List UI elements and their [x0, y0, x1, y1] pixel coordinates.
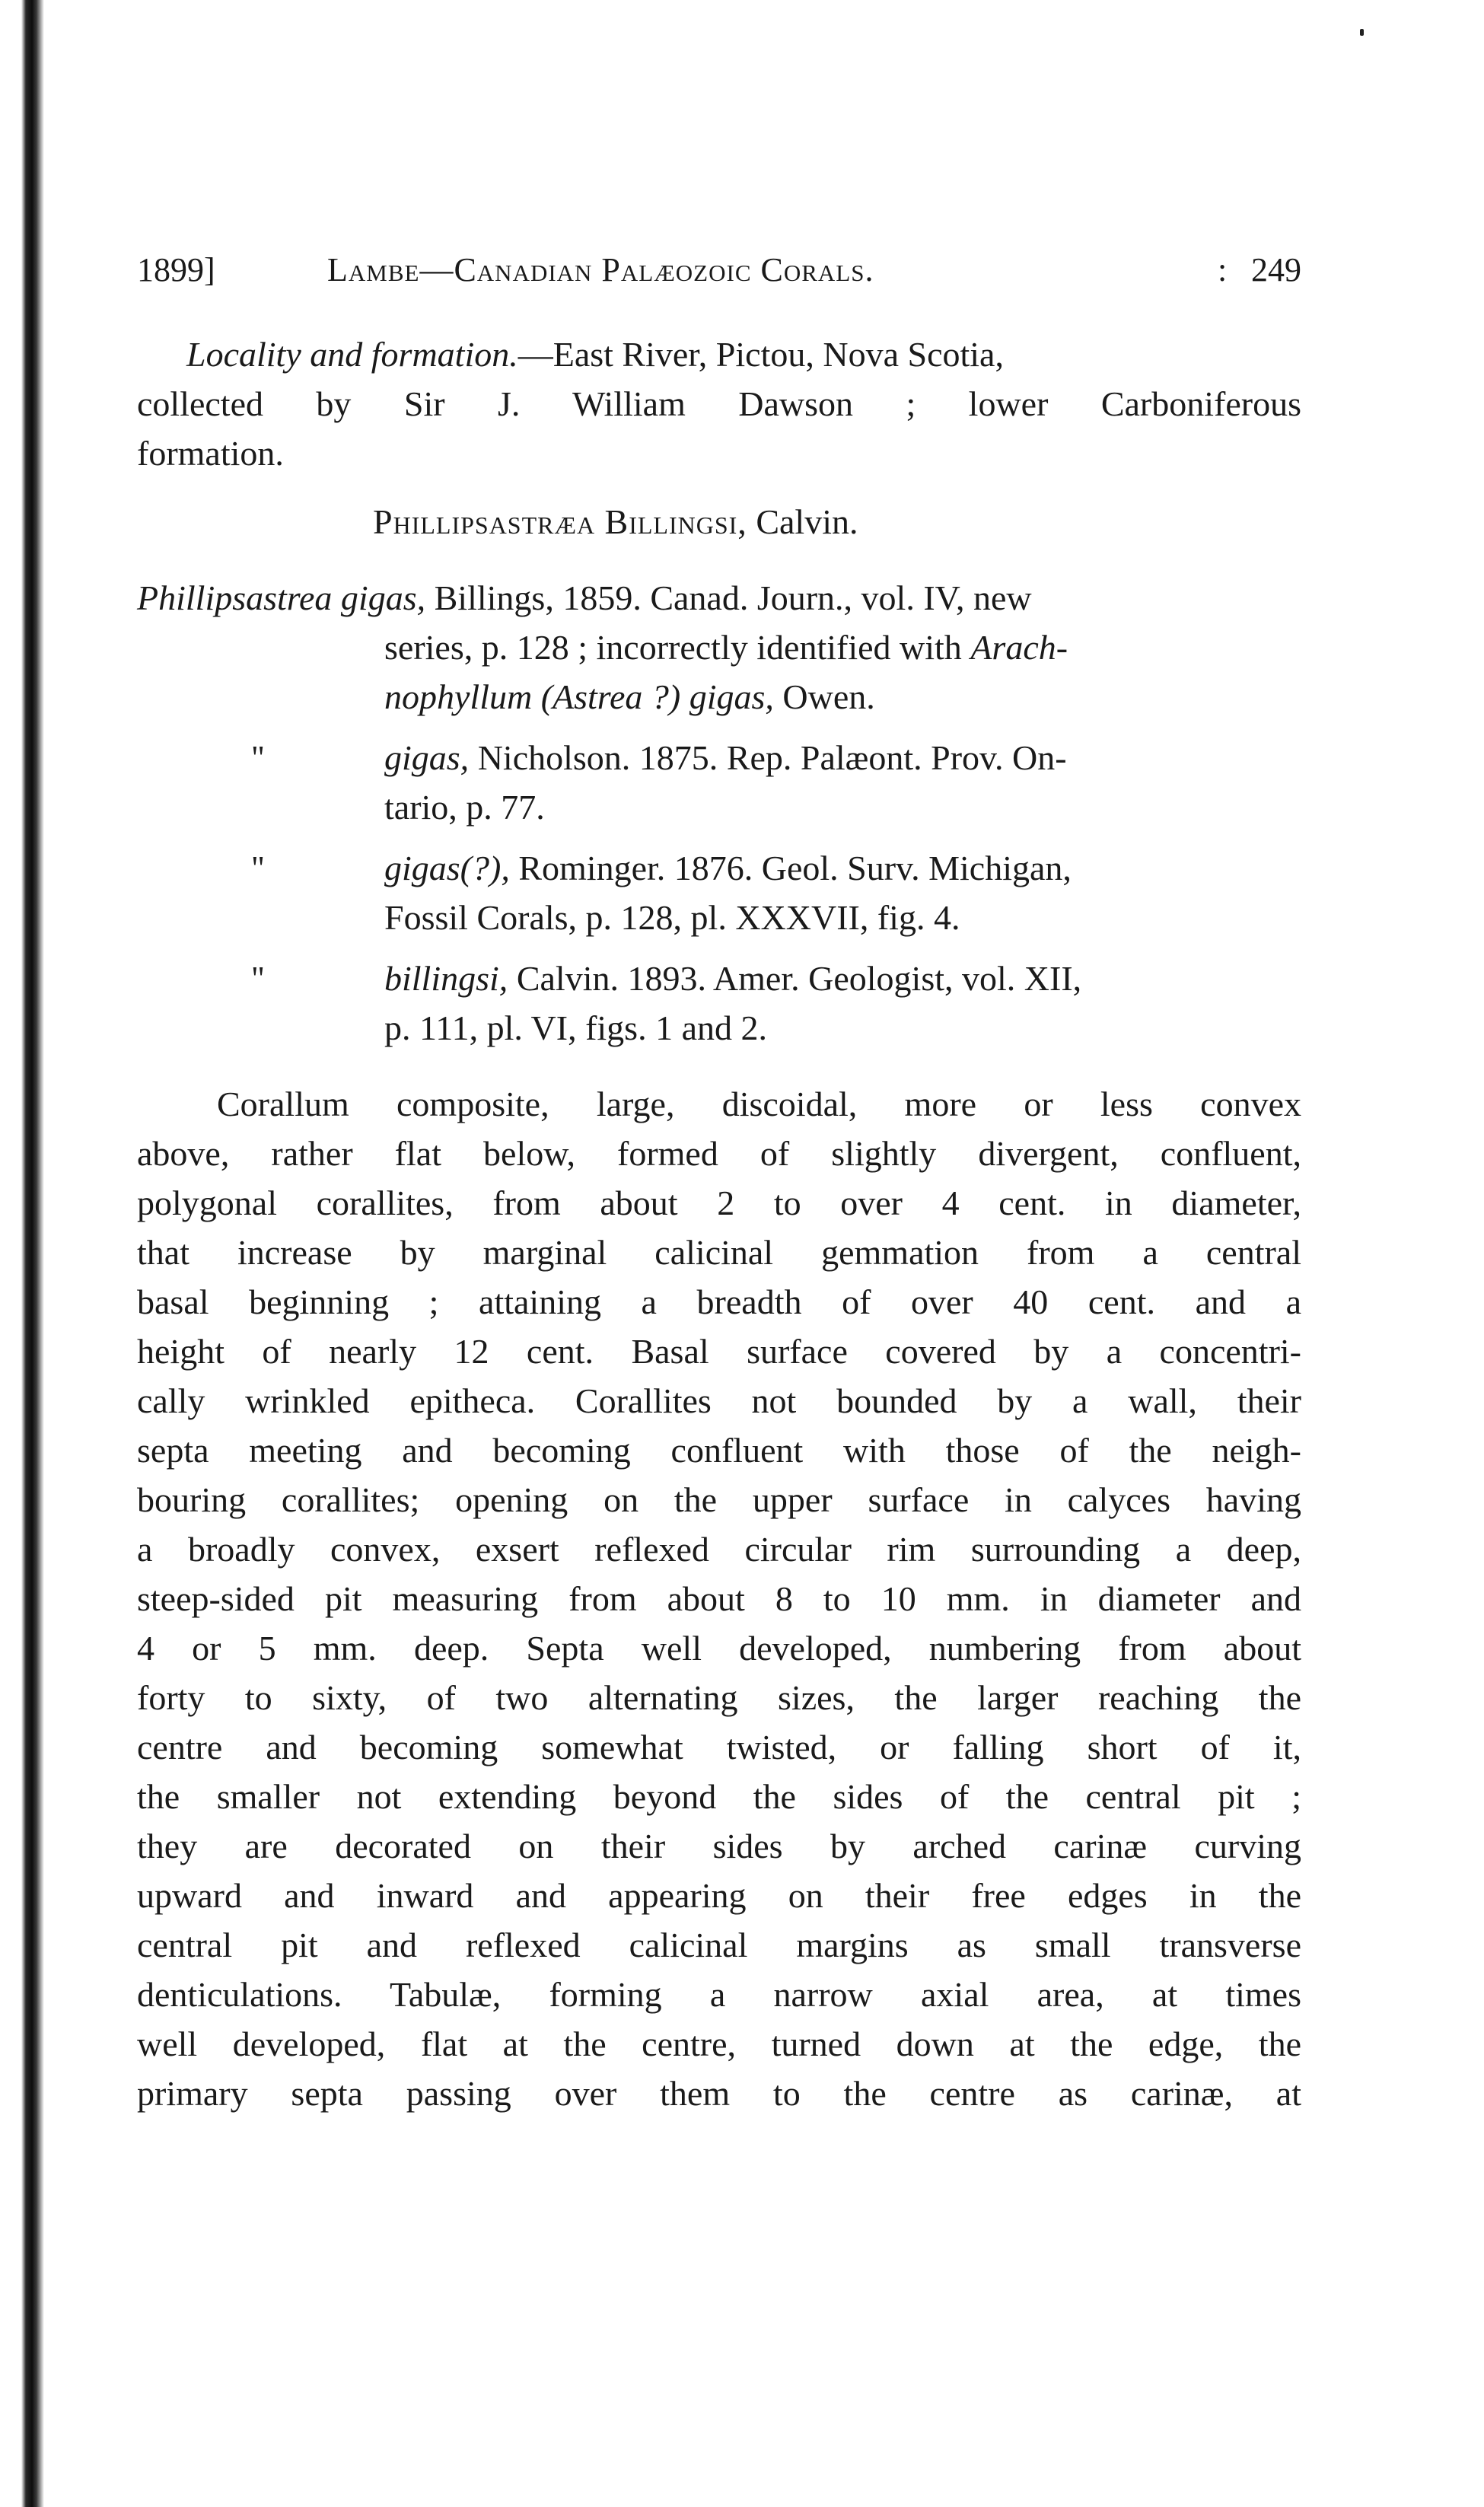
description-line: cally wrinkled epitheca. Corallites not bounded by a wall, their	[137, 1381, 1301, 1420]
synonym-citation: Calvin. 1893. Amer. Geologist, vol. XII,	[516, 959, 1082, 998]
synonymy-entry-4-line-2: p. 111, pl. VI, figs. 1 and 2.	[384, 1008, 767, 1047]
description-line: basal beginning ; attaining a breadth of over 40 cent. and a	[137, 1282, 1301, 1321]
ditto-mark: "	[251, 739, 265, 776]
synonym-name: Phillipsastrea gigas,	[137, 578, 426, 617]
ditto-mark: "	[251, 960, 265, 997]
running-header	[137, 247, 1301, 293]
scanned-binding-edge	[0, 0, 46, 2507]
description-line: a broadly convex, exsert reflexed circular rim surrounding a deep,	[137, 1530, 1301, 1569]
locality-line-1	[186, 332, 1301, 377]
synonymy-entry-3-line-2: Fossil Corals, p. 128, pl. XXXVII, fig. 4.	[384, 898, 960, 937]
description-line: the smaller not extending beyond the sides of the central pit ;	[137, 1777, 1301, 1816]
synonymy-entry-2-line-1	[384, 735, 1067, 781]
locality-line-2: collected by Sir J. William Dawson ; lower Carboniferous	[137, 384, 1301, 423]
description-line: primary septa passing over them to the centre as carinæ, at	[137, 2074, 1301, 2113]
description-line: upward and inward and appearing on their free edges in the	[137, 1876, 1301, 1915]
header-colon: :	[1218, 251, 1228, 288]
synonym-name: billingsi,	[384, 959, 508, 998]
synonymy-entry-3-line-1	[384, 846, 1072, 891]
description-line: steep-sided pit measuring from about 8 to 10 mm. in diameter and	[137, 1579, 1301, 1618]
species-name: Phillipsastræa Billingsi,	[373, 502, 747, 541]
description-line: Corallum composite, large, discoidal, more or less convex	[217, 1085, 1301, 1123]
description-line: well developed, flat at the centre, turned down at the edge, the	[137, 2024, 1301, 2063]
synonym-name: nophyllum (Astrea ?) gigas,	[384, 677, 774, 716]
description-line: forty to sixty, of two alternating sizes, the larger reaching the	[137, 1678, 1301, 1717]
description-line: polygonal corallites, from about 2 to over 4 cent. in diameter,	[137, 1183, 1301, 1222]
description-line: bouring corallites; opening on the upper surface in calyces having	[137, 1480, 1301, 1519]
synonym-citation: series, p. 128 ; incorrectly identified with	[384, 628, 962, 667]
synonym-citation: Owen.	[782, 677, 875, 716]
scan-speck	[1360, 29, 1364, 36]
synonym-name: gigas(?),	[384, 849, 510, 887]
species-author: Calvin.	[756, 502, 858, 541]
ditto-mark: "	[251, 849, 265, 887]
species-heading	[373, 499, 858, 545]
description-line: they are decorated on their sides by arched carinæ curving	[137, 1827, 1301, 1865]
page-number: 249	[1251, 251, 1301, 288]
description-line: central pit and reflexed calicinal margins as small transverse	[137, 1926, 1301, 1964]
description-line: height of nearly 12 cent. Basal surface covered by a concentri-	[137, 1332, 1301, 1371]
description-line: 4 or 5 mm. deep. Septa well developed, numbering from about	[137, 1629, 1301, 1668]
synonym-name: Arach-	[970, 628, 1068, 667]
synonymy-entry-1-line-3	[384, 674, 875, 720]
description-line: septa meeting and becoming confluent with those of the neigh-	[137, 1431, 1301, 1470]
description-line: denticulations. Tabulæ, forming a narrow axial area, at times	[137, 1975, 1301, 2014]
synonym-name: gigas,	[384, 738, 470, 777]
locality-text: —East River, Pictou, Nova Scotia,	[517, 335, 1004, 374]
synonym-citation: Nicholson. 1875. Rep. Palæont. Prov. On-	[477, 738, 1067, 777]
description-line: that increase by marginal calicinal gemmation from a central	[137, 1233, 1301, 1272]
synonym-citation: Billings, 1859. Canad. Journ., vol. IV, new	[434, 578, 1032, 617]
synonymy-entry-2-line-2: tario, p. 77.	[384, 788, 545, 827]
synonymy-entry-4-line-1	[384, 956, 1081, 1002]
synonymy-entry-1-line-1	[137, 575, 1032, 621]
locality-line-3: formation.	[137, 434, 284, 473]
description-line: above, rather flat below, formed of slightly divergent, confluent,	[137, 1134, 1301, 1173]
synonym-citation: Rominger. 1876. Geol. Surv. Michigan,	[518, 849, 1072, 887]
synonymy-entry-1-line-2	[384, 625, 1068, 671]
description-line: centre and becoming somewhat twisted, or falling short of it,	[137, 1728, 1301, 1766]
header-year: 1899]	[137, 251, 215, 288]
header-title: Lambe—Canadian Palæozoic Corals.	[327, 251, 874, 288]
locality-label: Locality and formation.	[186, 335, 518, 374]
